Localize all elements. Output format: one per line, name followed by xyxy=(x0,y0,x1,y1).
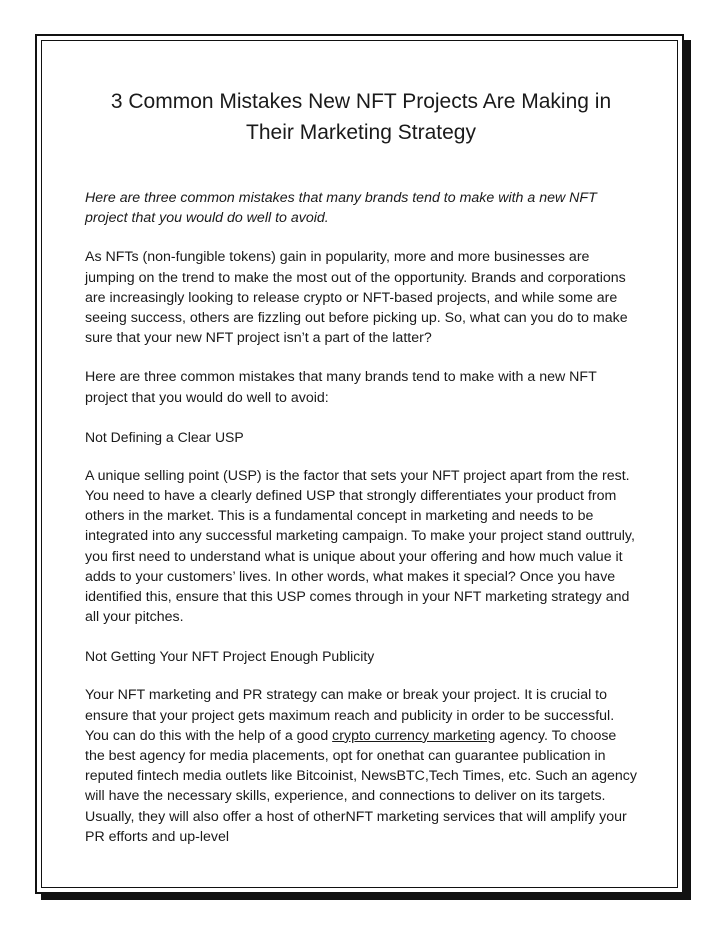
publicity-text-start: Your NFT marketing and PR strategy can make or break your project. It is crucial to ensure that your project gets maximum reach and publicity in order to be successful. You can do this with the help of a good xyxy=(85,687,615,744)
paragraph-three-mistakes: Here are three common mistakes that many brands tend to make with a new NFT project that you would do well to avoid: xyxy=(85,369,597,406)
publicity-text-end: agency. To choose the best agency for media placements, opt for onethat can guarantee publication in reputed fintech media outlets like Bitcoinist, NewsBTC,Tech Times, etc. Such an agency will have the necessary skills, experience, and connections to deliver on its targets. Usually, they will also offer a host of otherNFT marketing services that will amplify your PR efforts and up-level xyxy=(85,727,637,845)
intro-paragraph: Here are three common mistakes that many brands tend to make with a new NFT project that you would do well to avoid. xyxy=(85,190,597,227)
document-title xyxy=(85,86,637,148)
section-heading-publicity: Not Getting Your NFT Project Enough Publicity xyxy=(85,648,375,665)
section-heading-usp: Not Defining a Clear USP xyxy=(85,428,244,445)
paragraph-publicity xyxy=(85,685,637,847)
paragraph-usp: A unique selling point (USP) is the factor that sets your NFT project apart from the rest. You need to have a clearly defined USP that strongly differentiates your product from others in the market. This is a fundamental concept in marketing and needs to be integrated into any successful marketing campaign. To make your project stand outtruly, you first need to understand what is unique about your offering and how much value it adds to your customers’ lives. In other words, what makes it special? Once you have identified this, ensure that this USP comes through in your NFT marketing strategy and all your pitches. xyxy=(85,467,635,626)
title-line-1: 3 Common Mistakes New NFT Projects Are Making in xyxy=(110,90,612,113)
document-body xyxy=(85,86,637,866)
paragraph-nft-popularity: As NFTs (non-fungible tokens) gain in popularity, more and more businesses are jumping on the trend to make the most out of the opportunity. Brands and corporations are increasingly looking to release crypto or NFT-based projects, and while some are seeing success, others are fizzling out before picking up. So, what can you do to make sure that your new NFT project isn’t a part of the latter? xyxy=(85,249,628,347)
crypto-marketing-link[interactable]: crypto currency marketing xyxy=(332,727,496,744)
title-line-2: Their Marketing Strategy xyxy=(246,121,476,144)
